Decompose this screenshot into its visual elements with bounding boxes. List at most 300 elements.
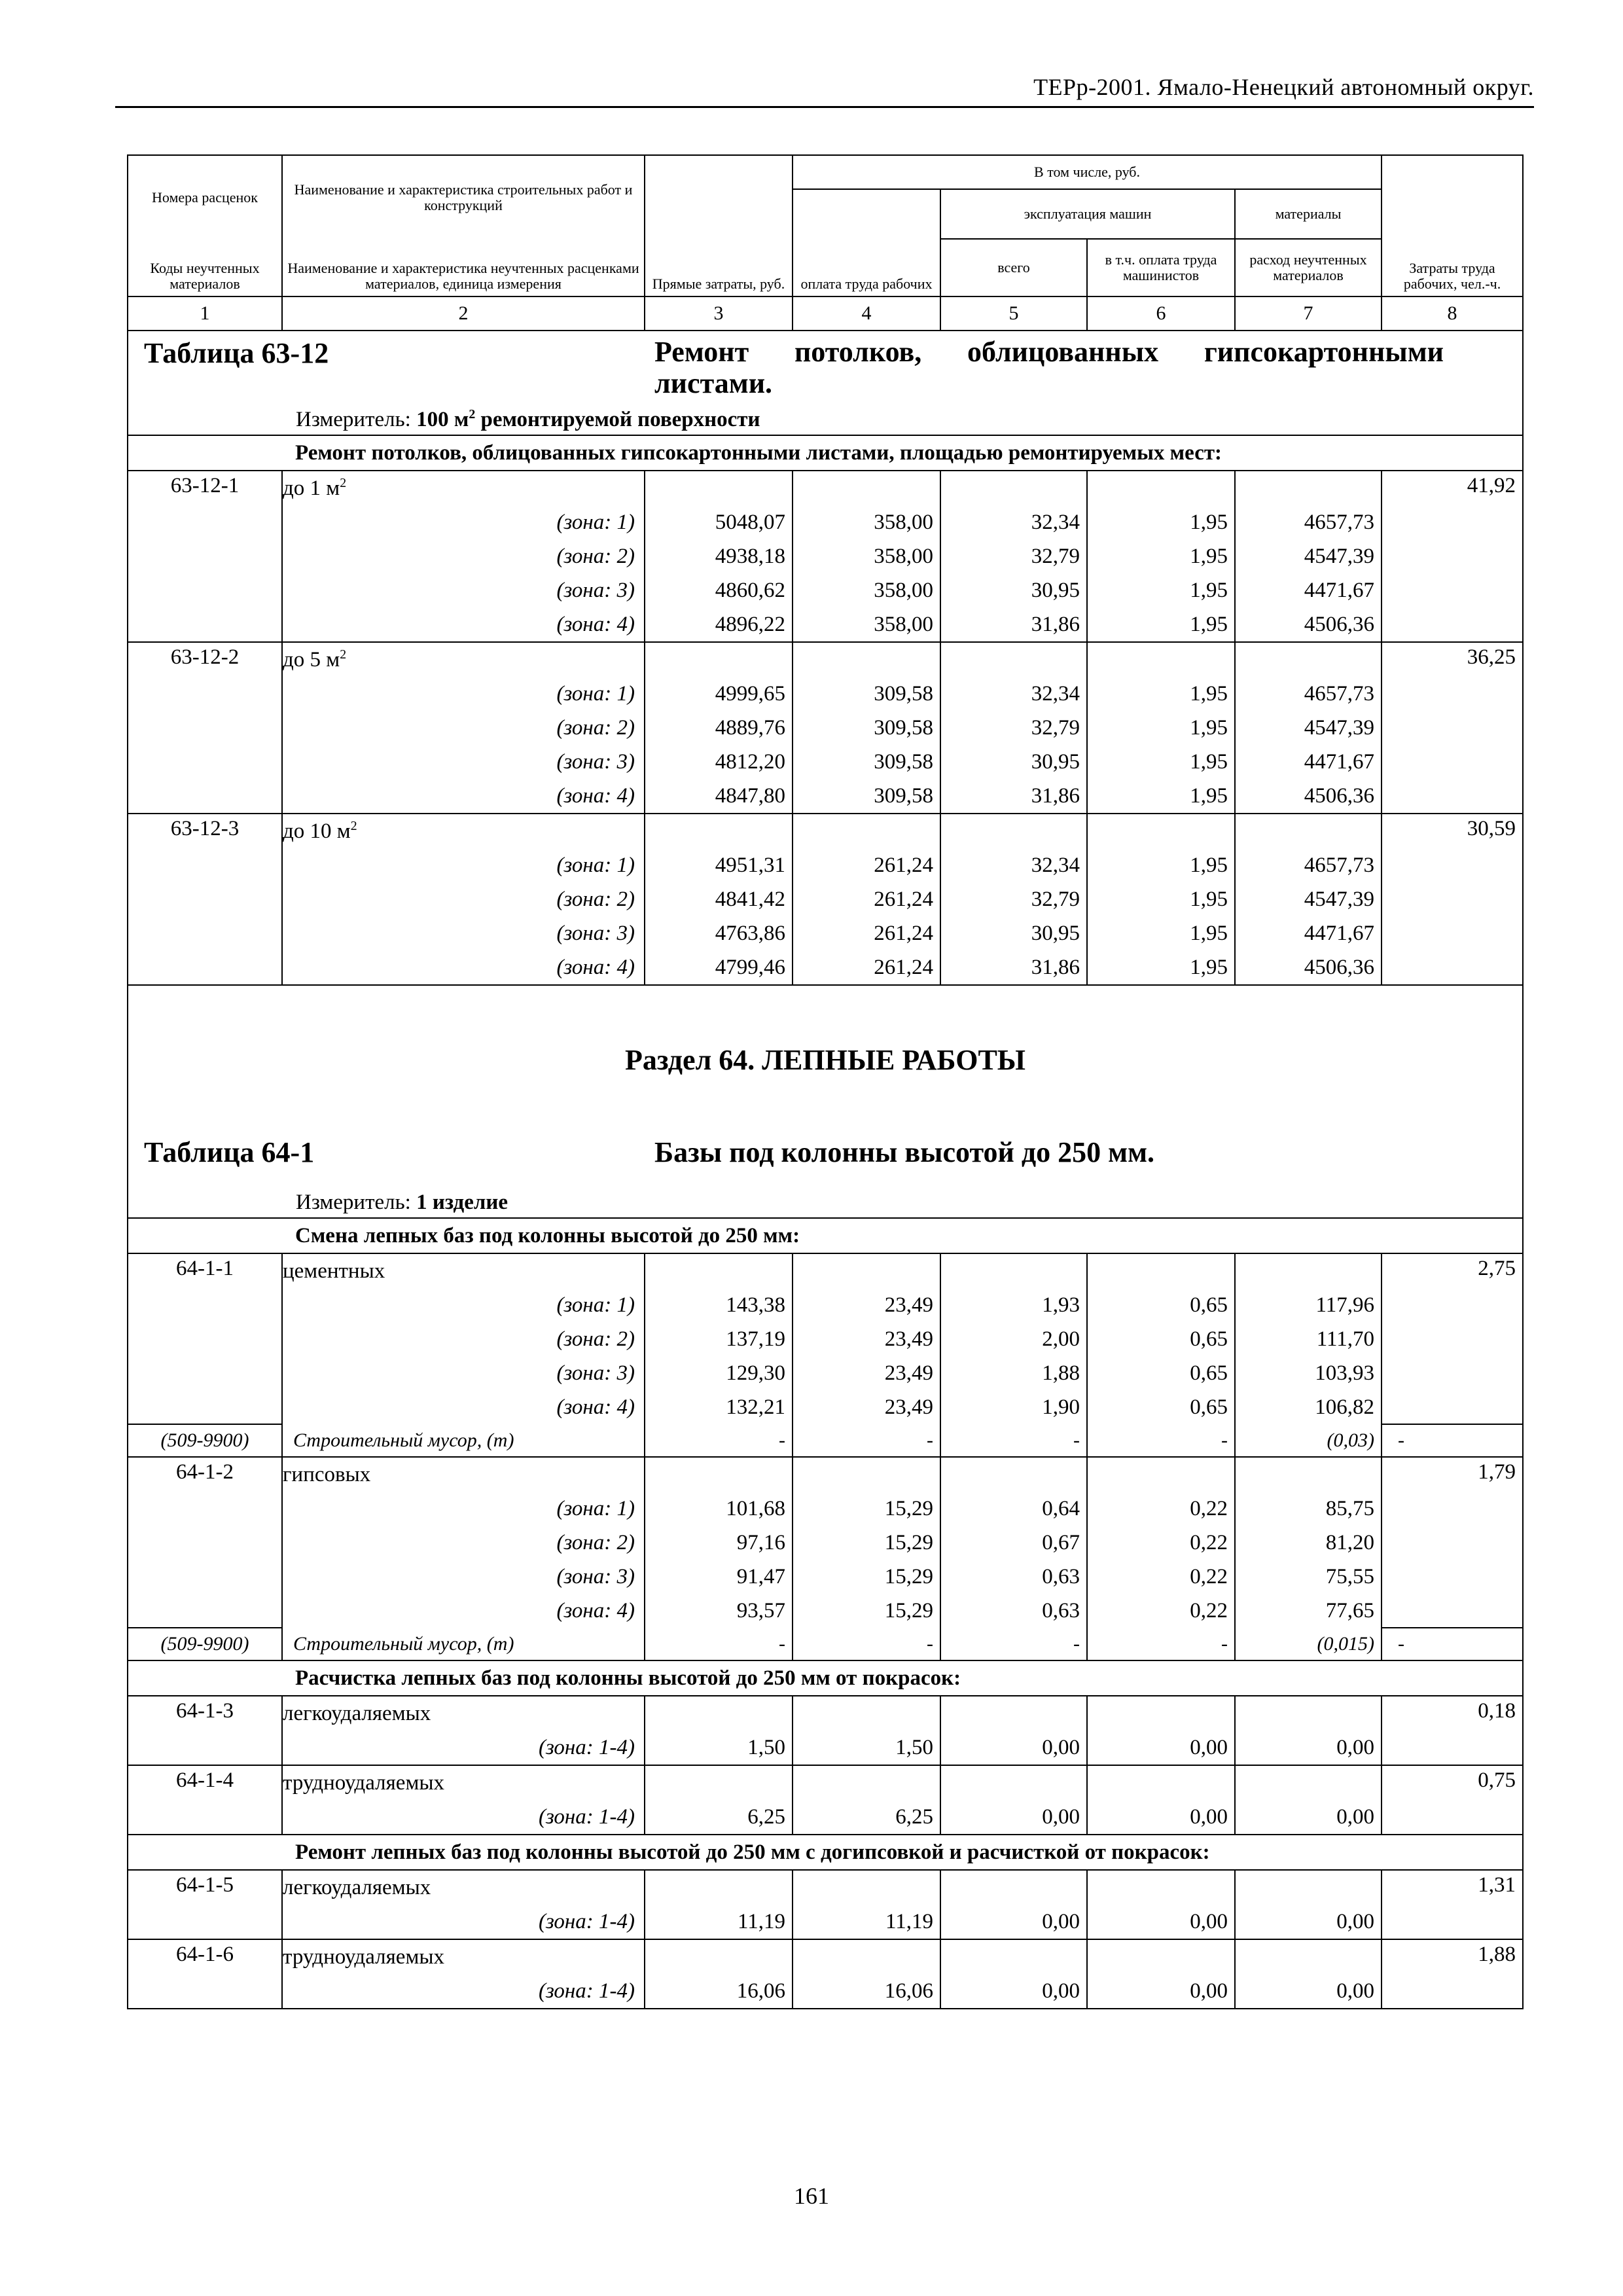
labor-value: 41,92: [1382, 471, 1523, 642]
worker-wage: 23,49: [793, 1390, 940, 1424]
rate-code: 64-1-4: [128, 1765, 282, 1835]
empty-cell: [1087, 642, 1235, 677]
empty-cell: [940, 1870, 1087, 1905]
section-subheading: Ремонт потолков, облицованных гипсокартонными листами, площадью ремонтируемых мест:: [282, 435, 1523, 471]
section-subheading: Ремонт лепных баз под колонны высотой до 250 мм с догипсовкой и расчисткой от покрасок:: [282, 1835, 1523, 1870]
document-header-title: ТЕРр-2001. Ямало-Ненецкий автономный округ.: [1033, 74, 1534, 100]
rate-item-row: [128, 1939, 1523, 1974]
empty-cell: [940, 1939, 1087, 1974]
machine-cost: 2,00: [940, 1322, 1087, 1356]
operator-wage: 0,00: [1087, 1974, 1235, 2009]
labor-value: 0,18: [1382, 1696, 1523, 1765]
machine-cost: 0,00: [940, 1974, 1087, 2009]
worker-wage: 261,24: [793, 882, 940, 916]
zone-label: (зона: 1-4): [282, 1974, 645, 2009]
material-cost: 0,00: [1235, 1905, 1382, 1939]
table-64-1-rows-b: [128, 1696, 1523, 1835]
direct-cost: 4896,22: [645, 607, 793, 642]
empty-cell: [1235, 1696, 1382, 1731]
dash-cell: -: [645, 1424, 793, 1457]
direct-cost: 4763,86: [645, 916, 793, 950]
material-cost: 85,75: [1235, 1492, 1382, 1526]
operator-wage: 0,00: [1087, 1731, 1235, 1765]
zone-label: (зона: 1): [282, 848, 645, 882]
empty-cell: [940, 1696, 1087, 1731]
col4-header: оплата труда рабочих: [793, 189, 940, 296]
section-64: [128, 985, 1523, 1253]
empty-cell: [1235, 814, 1382, 848]
operator-wage: 1,95: [1087, 505, 1235, 539]
zone-row: [128, 505, 1523, 539]
zone-row: [128, 1288, 1523, 1322]
direct-cost: 16,06: [645, 1974, 793, 2009]
machine-cost: 31,86: [940, 607, 1087, 642]
material-cost: 75,55: [1235, 1560, 1382, 1594]
material-cost: 4547,39: [1235, 539, 1382, 573]
worker-wage: 309,58: [793, 745, 940, 779]
rate-item-row: [128, 1765, 1523, 1800]
operator-wage: 1,95: [1087, 848, 1235, 882]
material-cost: 4506,36: [1235, 950, 1382, 985]
machine-cost: 0,00: [940, 1800, 1087, 1835]
zone-row: [128, 848, 1523, 882]
machine-cost: 1,88: [940, 1356, 1087, 1390]
rate-item-row: [128, 814, 1523, 848]
operator-wage: 0,22: [1087, 1492, 1235, 1526]
worker-wage: 15,29: [793, 1594, 940, 1628]
direct-cost: 4951,31: [645, 848, 793, 882]
rate-name-text: легкоудаляемых: [283, 1701, 431, 1725]
rate-name: [282, 1253, 645, 1288]
direct-cost: 4812,20: [645, 745, 793, 779]
direct-cost: 1,50: [645, 1731, 793, 1765]
rate-name: [282, 471, 645, 505]
direct-cost: 4860,62: [645, 573, 793, 607]
rate-name: [282, 642, 645, 677]
zone-row: [128, 779, 1523, 814]
machine-cost: 32,79: [940, 711, 1087, 745]
rate-name-text: легкоудаляемых: [283, 1875, 431, 1899]
worker-wage: 11,19: [793, 1905, 940, 1939]
rate-name: [282, 1696, 645, 1731]
material-cost: 106,82: [1235, 1390, 1382, 1424]
operator-wage: 1,95: [1087, 882, 1235, 916]
worker-wage: 261,24: [793, 916, 940, 950]
table-63-12-rows: [128, 471, 1523, 985]
material-cost: 111,70: [1235, 1322, 1382, 1356]
rate-item-row: [128, 642, 1523, 677]
empty-cell: [645, 642, 793, 677]
table-number: Таблица 64-1: [144, 1136, 315, 1168]
zone-row: [128, 1526, 1523, 1560]
measure-label: Измеритель:: [296, 1191, 411, 1214]
labor-value: 0,75: [1382, 1765, 1523, 1835]
zone-row: [128, 950, 1523, 985]
zone-row: [128, 882, 1523, 916]
rate-item-row: [128, 1870, 1523, 1905]
group-header: В том числе, руб.: [793, 155, 1382, 189]
zone-row: [128, 1594, 1523, 1628]
zone-label: (зона: 2): [282, 1322, 645, 1356]
direct-cost: 4847,80: [645, 779, 793, 814]
worker-wage: 15,29: [793, 1560, 940, 1594]
empty-cell: [1087, 814, 1235, 848]
measure-sup: 2: [469, 407, 476, 422]
empty-cell: [940, 1765, 1087, 1800]
dash-cell: -: [1382, 1628, 1523, 1660]
column-numbers-row: [128, 296, 1523, 331]
machine-cost: 0,64: [940, 1492, 1087, 1526]
operator-wage: 1,95: [1087, 779, 1235, 814]
zone-label: (зона: 2): [282, 882, 645, 916]
empty-cell: [645, 1696, 793, 1731]
table-63-12: [128, 331, 1523, 471]
material-cost: 103,93: [1235, 1356, 1382, 1390]
operator-wage: 0,00: [1087, 1800, 1235, 1835]
empty-cell: [793, 1696, 940, 1731]
direct-cost: 101,68: [645, 1492, 793, 1526]
page-number: 161: [794, 2183, 829, 2209]
rate-name-sup: 2: [340, 647, 347, 662]
empty-cell: [1235, 1939, 1382, 1974]
zone-label: (зона: 1-4): [282, 1800, 645, 1835]
table-header: [128, 155, 1523, 331]
material-amount: (0,03): [1235, 1424, 1382, 1457]
worker-wage: 358,00: [793, 505, 940, 539]
zone-label: (зона: 3): [282, 745, 645, 779]
unaccounted-material-row: [128, 1628, 1523, 1660]
empty-cell: [645, 1939, 793, 1974]
column-number: 7: [1235, 296, 1382, 331]
empty-cell: [1087, 1870, 1235, 1905]
dash-cell: -: [940, 1628, 1087, 1660]
material-name: Строительный мусор, (т): [282, 1424, 645, 1457]
empty-cell: [940, 642, 1087, 677]
direct-cost: 91,47: [645, 1560, 793, 1594]
worker-wage: 309,58: [793, 779, 940, 814]
col5-header: всего: [940, 239, 1087, 296]
rate-code: 63-12-3: [128, 814, 282, 985]
material-cost: 81,20: [1235, 1526, 1382, 1560]
operator-wage: 1,95: [1087, 711, 1235, 745]
direct-cost: 129,30: [645, 1356, 793, 1390]
material-cost: 4506,36: [1235, 607, 1382, 642]
section-subheading: Расчистка лепных баз под колонны высотой до 250 мм от покрасок:: [282, 1660, 1523, 1696]
rate-code: 64-1-2: [128, 1457, 282, 1628]
empty-cell: [1087, 1253, 1235, 1288]
empty-cell: [645, 471, 793, 505]
material-cost: 4547,39: [1235, 711, 1382, 745]
empty-cell: [1235, 1765, 1382, 1800]
zone-label: (зона: 1): [282, 505, 645, 539]
zone-label: (зона: 3): [282, 1560, 645, 1594]
rate-name-text: до 10 м: [283, 819, 351, 843]
zone-label: (зона: 1-4): [282, 1731, 645, 1765]
zone-label: (зона: 4): [282, 1390, 645, 1424]
worker-wage: 358,00: [793, 539, 940, 573]
worker-wage: 309,58: [793, 711, 940, 745]
operator-wage: 1,95: [1087, 950, 1235, 985]
dash-cell: -: [793, 1628, 940, 1660]
direct-cost: 4841,42: [645, 882, 793, 916]
table-number: Таблица 63-12: [144, 337, 329, 369]
measure-value: 1 изделие: [416, 1191, 508, 1214]
machine-cost: 1,90: [940, 1390, 1087, 1424]
rate-code: 64-1-6: [128, 1939, 282, 2009]
machine-cost: 0,00: [940, 1731, 1087, 1765]
header-rule: [115, 106, 1534, 108]
rate-item-row: [128, 1253, 1523, 1288]
material-cost: 0,00: [1235, 1974, 1382, 2009]
empty-cell: [645, 1870, 793, 1905]
machine-cost: 32,34: [940, 505, 1087, 539]
direct-cost: 5048,07: [645, 505, 793, 539]
zone-row: [128, 1356, 1523, 1390]
empty-cell: [1235, 471, 1382, 505]
dash-cell: -: [793, 1424, 940, 1457]
zone-label: (зона: 2): [282, 1526, 645, 1560]
dash-cell: -: [1087, 1424, 1235, 1457]
column-number: 2: [282, 296, 645, 331]
direct-cost: 143,38: [645, 1288, 793, 1322]
zone-row: [128, 1560, 1523, 1594]
zone-label: (зона: 4): [282, 779, 645, 814]
worker-wage: 261,24: [793, 848, 940, 882]
operator-wage: 1,95: [1087, 745, 1235, 779]
material-amount: (0,015): [1235, 1628, 1382, 1660]
material-cost: 4506,36: [1235, 779, 1382, 814]
section-title: Раздел 64. ЛЕПНЫЕ РАБОТЫ: [625, 1044, 1026, 1076]
machine-cost: 32,34: [940, 677, 1087, 711]
direct-cost: 4938,18: [645, 539, 793, 573]
col6-header: в т.ч. оплата труда машинистов: [1087, 239, 1235, 296]
worker-wage: 23,49: [793, 1356, 940, 1390]
section-block: [128, 985, 1523, 1182]
col3-header: Прямые затраты, руб.: [645, 155, 793, 296]
empty-cell: [793, 471, 940, 505]
empty-cell: [1087, 1939, 1235, 1974]
column-number: 5: [940, 296, 1087, 331]
empty-cell: [793, 1457, 940, 1492]
material-name: Строительный мусор, (т): [282, 1628, 645, 1660]
worker-wage: 23,49: [793, 1288, 940, 1322]
empty-cell: [1087, 1457, 1235, 1492]
empty-cell: [793, 1939, 940, 1974]
labor-value: 36,25: [1382, 642, 1523, 814]
empty-cell: [645, 1253, 793, 1288]
empty-cell: [1087, 471, 1235, 505]
zone-row: [128, 1800, 1523, 1835]
rate-name: [282, 1870, 645, 1905]
machine-cost: 31,86: [940, 779, 1087, 814]
operator-wage: 1,95: [1087, 573, 1235, 607]
empty-cell: [793, 1870, 940, 1905]
table-64-1-rows-a: [128, 1253, 1523, 1660]
labor-value: 30,59: [1382, 814, 1523, 985]
zone-row: [128, 1322, 1523, 1356]
dash-cell: -: [1382, 1424, 1523, 1457]
empty-cell: [940, 1253, 1087, 1288]
zone-label: (зона: 1): [282, 677, 645, 711]
operator-wage: 0,65: [1087, 1390, 1235, 1424]
zone-label: (зона: 1): [282, 1492, 645, 1526]
worker-wage: 16,06: [793, 1974, 940, 2009]
direct-cost: 93,57: [645, 1594, 793, 1628]
machine-cost: 30,95: [940, 745, 1087, 779]
rate-name-sup: 2: [350, 819, 357, 833]
worker-wage: 358,00: [793, 573, 940, 607]
empty-cell: [645, 814, 793, 848]
material-cost: 4657,73: [1235, 848, 1382, 882]
labor-value: 1,88: [1382, 1939, 1523, 2009]
operator-wage: 0,65: [1087, 1322, 1235, 1356]
rate-item-row: [128, 1457, 1523, 1492]
direct-cost: 132,21: [645, 1390, 793, 1424]
material-cost: 4471,67: [1235, 916, 1382, 950]
material-code: (509-9900): [128, 1628, 282, 1660]
direct-cost: 97,16: [645, 1526, 793, 1560]
labor-value: 2,75: [1382, 1253, 1523, 1424]
zone-label: (зона: 2): [282, 539, 645, 573]
materials-header: материалы: [1235, 189, 1382, 239]
col8-header: Затраты труда рабочих, чел.-ч.: [1382, 155, 1523, 296]
zone-row: [128, 1492, 1523, 1526]
zone-row: [128, 607, 1523, 642]
labor-value: 1,79: [1382, 1457, 1523, 1628]
zone-label: (зона: 4): [282, 1594, 645, 1628]
operator-wage: 1,95: [1087, 916, 1235, 950]
operator-wage: 0,22: [1087, 1560, 1235, 1594]
zone-row: [128, 1390, 1523, 1424]
measure-value: 100 м: [416, 408, 469, 431]
rate-code: 64-1-3: [128, 1696, 282, 1765]
rate-code: 64-1-5: [128, 1870, 282, 1939]
material-cost: 77,65: [1235, 1594, 1382, 1628]
worker-wage: 261,24: [793, 950, 940, 985]
empty-cell: [793, 1253, 940, 1288]
material-cost: 4547,39: [1235, 882, 1382, 916]
rate-name-sup: 2: [340, 476, 347, 490]
worker-wage: 1,50: [793, 1731, 940, 1765]
rate-code: 64-1-1: [128, 1253, 282, 1424]
operator-wage: 1,95: [1087, 607, 1235, 642]
empty-cell: [1087, 1696, 1235, 1731]
rate-name-text: трудноудаляемых: [283, 1945, 445, 1969]
empty-cell: [1235, 1457, 1382, 1492]
col7-header: расход неучтенных материалов: [1235, 239, 1382, 296]
direct-cost: 4889,76: [645, 711, 793, 745]
zone-label: (зона: 4): [282, 950, 645, 985]
zone-label: (зона: 1): [282, 1288, 645, 1322]
table-name: Базы под колонны высотой до 250 мм.: [654, 1136, 1155, 1168]
empty-cell: [940, 814, 1087, 848]
rate-name-text: до 1 м: [283, 476, 340, 500]
price-table: [127, 154, 1524, 2009]
col1-bottom-header: Коды неучтенных материалов: [128, 239, 282, 296]
col2-top-header: Наименование и характеристика строительных работ и конструкций: [282, 155, 645, 239]
zone-row: [128, 745, 1523, 779]
column-number: 6: [1087, 296, 1235, 331]
operator-wage: 0,00: [1087, 1905, 1235, 1939]
column-number: 8: [1382, 296, 1523, 331]
worker-wage: 358,00: [793, 607, 940, 642]
col2-bottom-header: Наименование и характеристика неучтенных расценками материалов, единица измерения: [282, 239, 645, 296]
empty-cell: [1235, 1870, 1382, 1905]
empty-cell: [793, 1765, 940, 1800]
worker-wage: 23,49: [793, 1322, 940, 1356]
material-cost: 117,96: [1235, 1288, 1382, 1322]
machine-cost: 31,86: [940, 950, 1087, 985]
operator-wage: 0,65: [1087, 1288, 1235, 1322]
labor-value: 1,31: [1382, 1870, 1523, 1939]
machine-cost: 32,34: [940, 848, 1087, 882]
material-cost: 4471,67: [1235, 573, 1382, 607]
direct-cost: 6,25: [645, 1800, 793, 1835]
column-number: 4: [793, 296, 940, 331]
worker-wage: 15,29: [793, 1492, 940, 1526]
empty-cell: [1235, 642, 1382, 677]
empty-cell: [1235, 1253, 1382, 1288]
dash-cell: -: [940, 1424, 1087, 1457]
rate-code: 63-12-1: [128, 471, 282, 642]
zone-row: [128, 539, 1523, 573]
rate-item-row: [128, 1696, 1523, 1731]
zone-row: [128, 1905, 1523, 1939]
zone-row: [128, 573, 1523, 607]
machine-cost: 32,79: [940, 882, 1087, 916]
col1-top-header: Номера расценок: [128, 155, 282, 239]
dash-cell: -: [645, 1628, 793, 1660]
empty-cell: [1087, 1765, 1235, 1800]
direct-cost: 137,19: [645, 1322, 793, 1356]
operator-wage: 0,22: [1087, 1526, 1235, 1560]
rate-name: [282, 1765, 645, 1800]
machine-cost: 1,93: [940, 1288, 1087, 1322]
rate-name: [282, 1457, 645, 1492]
zone-row: [128, 1974, 1523, 2009]
worker-wage: 309,58: [793, 677, 940, 711]
measure-line: [128, 1182, 1523, 1218]
empty-cell: [940, 1457, 1087, 1492]
direct-cost: 11,19: [645, 1905, 793, 1939]
direct-cost: 4799,46: [645, 950, 793, 985]
zone-label: (зона: 2): [282, 711, 645, 745]
table-title-row: [128, 331, 1523, 399]
empty-cell: [645, 1457, 793, 1492]
section-subheading: Смена лепных баз под колонны высотой до 250 мм:: [282, 1218, 1523, 1253]
empty-cell: [793, 642, 940, 677]
empty-cell: [940, 471, 1087, 505]
zone-row: [128, 1731, 1523, 1765]
machine-cost: 30,95: [940, 916, 1087, 950]
operator-wage: 1,95: [1087, 677, 1235, 711]
machine-cost: 0,63: [940, 1594, 1087, 1628]
material-cost: 4657,73: [1235, 505, 1382, 539]
direct-cost: 4999,65: [645, 677, 793, 711]
material-cost: 4471,67: [1235, 745, 1382, 779]
rate-name-text: цементных: [283, 1259, 385, 1283]
rate-code: 63-12-2: [128, 642, 282, 814]
zone-label: (зона: 3): [282, 1356, 645, 1390]
zone-label: (зона: 1-4): [282, 1905, 645, 1939]
zone-label: (зона: 3): [282, 916, 645, 950]
table-name: Ремонт потолков, облицованных гипсокартонными листами.: [654, 336, 1444, 399]
operator-wage: 1,95: [1087, 539, 1235, 573]
dash-cell: -: [1087, 1628, 1235, 1660]
zone-label: (зона: 4): [282, 607, 645, 642]
rate-item-row: [128, 471, 1523, 505]
empty-cell: [645, 1765, 793, 1800]
